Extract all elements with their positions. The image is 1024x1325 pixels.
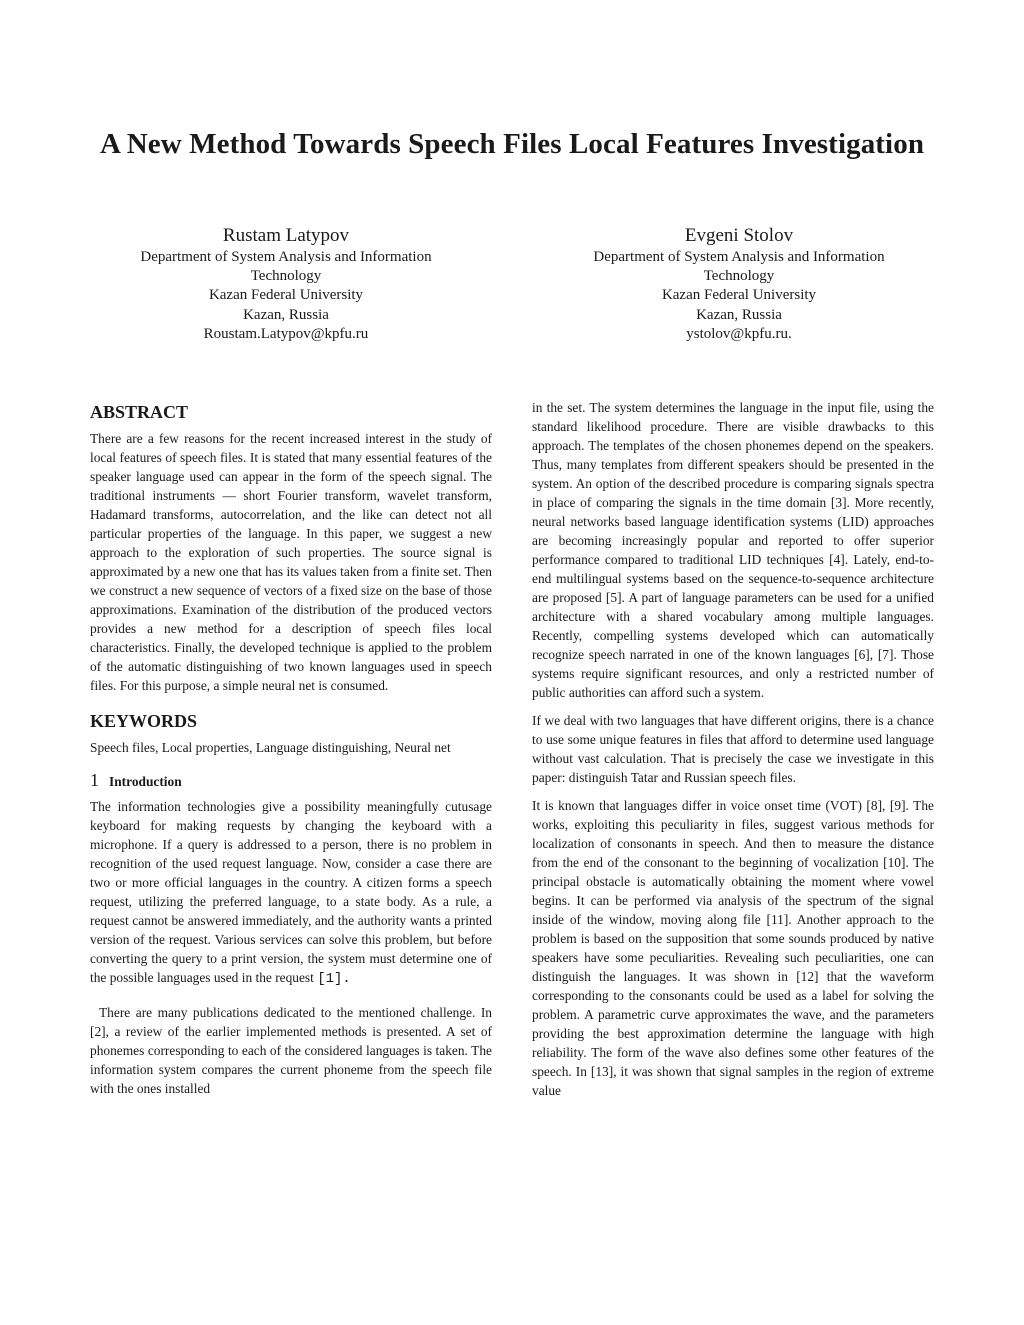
intro-paragraph-4: If we deal with two languages that have different origins, there is a chance to use some unique features in files that afford to determine used language without vast calculation. That is precisely the case we investigate in this paper: distinguish Tatar and Russian speech files. (532, 713, 934, 785)
section-number: 1 (90, 770, 99, 790)
author-department-cont: Technology (250, 268, 322, 285)
intro-paragraph-2: There are many publications dedicated to the mentioned challenge. In [2], a review of the earlier implemented methods is presented. A set of phonemes corresponding to each of the considered languages is taken. The information system compares the current phoneme from the speech file with the ones installed (90, 1005, 492, 1096)
abstract-text: There are a few reasons for the recent increased interest in the study of local features of speech files. It is stated that many essential features of the speaker language used can appear in the form of the speech signal. The traditional instruments — short Fourier transform, wavelet transform, Hadamard transforms, autocorrelation, and the like can detect not all particular properties of the language. In this paper, we suggest a new approach to the exploration of such properties. The source signal is approximated by a new one that has its values taken from a finite set. Then we construct a new sequence of vectors of a fixed size on the base of those approximations. Examination of the distribution of the produced vectors provides a new method for a description of speech files local characteristics. Finally, the developed technique is applied to the problem of the automatic distinguishing of two known languages used in speech files. For this purpose, a simple neural net is consumed. (90, 431, 492, 693)
author-department-cont: Technology (703, 268, 775, 285)
section-title: Introduction (109, 774, 182, 789)
intro-paragraph-1 (90, 797, 492, 989)
abstract-heading: ABSTRACT (90, 402, 189, 422)
paper-title: A New Method Towards Speech Files Local Features Investigation (99, 128, 925, 160)
citation-1: [1]. (317, 971, 351, 987)
author-name: Evgeni Stolov (684, 225, 794, 246)
keywords-heading: KEYWORDS (90, 711, 198, 731)
author-name: Rustam Latypov (222, 225, 350, 246)
left-column (90, 396, 492, 1107)
keywords-text: Speech files, Local properties, Language distinguishing, Neural net (90, 740, 451, 755)
author-email: Roustam.Latypov@kpfu.ru (203, 325, 369, 342)
author-department: Department of System Analysis and Information (140, 249, 432, 265)
author-city: Kazan, Russia (243, 306, 329, 323)
intro-paragraph-3: in the set. The system determines the language in the input file, using the standard likelihood procedure. There are visible drawbacks to this approach. The templates of the chosen phonemes depend on the speakers. Thus, many templates from different speakers should be presented in the system. An option of the described procedure is comparing signals spectra in place of comparing the signals in the time domain [3]. More recently, neural networks based language identification systems (LID) approaches are becoming increasingly popular and reported to offer superior performance compared to traditional LID techniques [4]. Lately, end-to-end multilingual systems based on the sequence-to-sequence architecture are proposed [5]. A part of language parameters can be used for a unified architecture with a shared vocabulary among multiple languages. Recently, compelling systems developed which can automatically recognize speech narrated in one of the known languages [6], [7]. Those systems require significant resources, and only a restricted number of public authorities can afford such a system. (532, 400, 934, 700)
intro-paragraph-1-text: The information technologies give a possibility meaningfully cutusage keyboard for making requests by changing the keyboard with a microphone. If a query is addressed to a person, there is no problem in recognition of the used request language. Now, consider a case there are two or more official languages in the country. A citizen forms a speech request, utilizing the preferred language, to a state body. As a rule, a request cannot be answered immediately, and the authority wants a printed version of the request. Various services can solve this problem, but before converting the query to a print version, the system must determine one of the possible languages used in the request (90, 799, 492, 985)
author-block (76, 224, 496, 344)
author-city: Kazan, Russia (696, 306, 782, 323)
author-university: Kazan Federal University (208, 287, 364, 304)
author-block (529, 224, 949, 344)
author-department: Department of System Analysis and Information (593, 249, 885, 265)
intro-paragraph-5: It is known that languages differ in voice onset time (VOT) [8], [9]. The works, exploiting this peculiarity in files, suggest various methods for localization of consonants in speech. And then to measure the distance from the end of the consonant to the beginning of vocalization [10]. The principal obstacle is automatically obtaining the moment where vowel begins. It can be performed via analysis of the spectrum of the signal inside of the window, moving along file [11]. Another approach to the problem is based on the supposition that some sounds produced by native speakers have some peculiarities. Revealing such peculiarities, one can distinguish the languages. It was shown in [12] that the waveform corresponding to the consonants could be used as a label for solving the problem. A parametric curve approximates the wave, and the parameters providing the best approximation determine the language with high reliability. The form of the wave also defines some other features of the speech. In [13], it was shown that signal samples in the region of extreme value (532, 798, 934, 1098)
right-column (532, 398, 934, 1109)
section-heading (90, 769, 492, 793)
author-university: Kazan Federal University (661, 287, 817, 304)
author-email: ystolov@kpfu.ru. (686, 325, 792, 342)
